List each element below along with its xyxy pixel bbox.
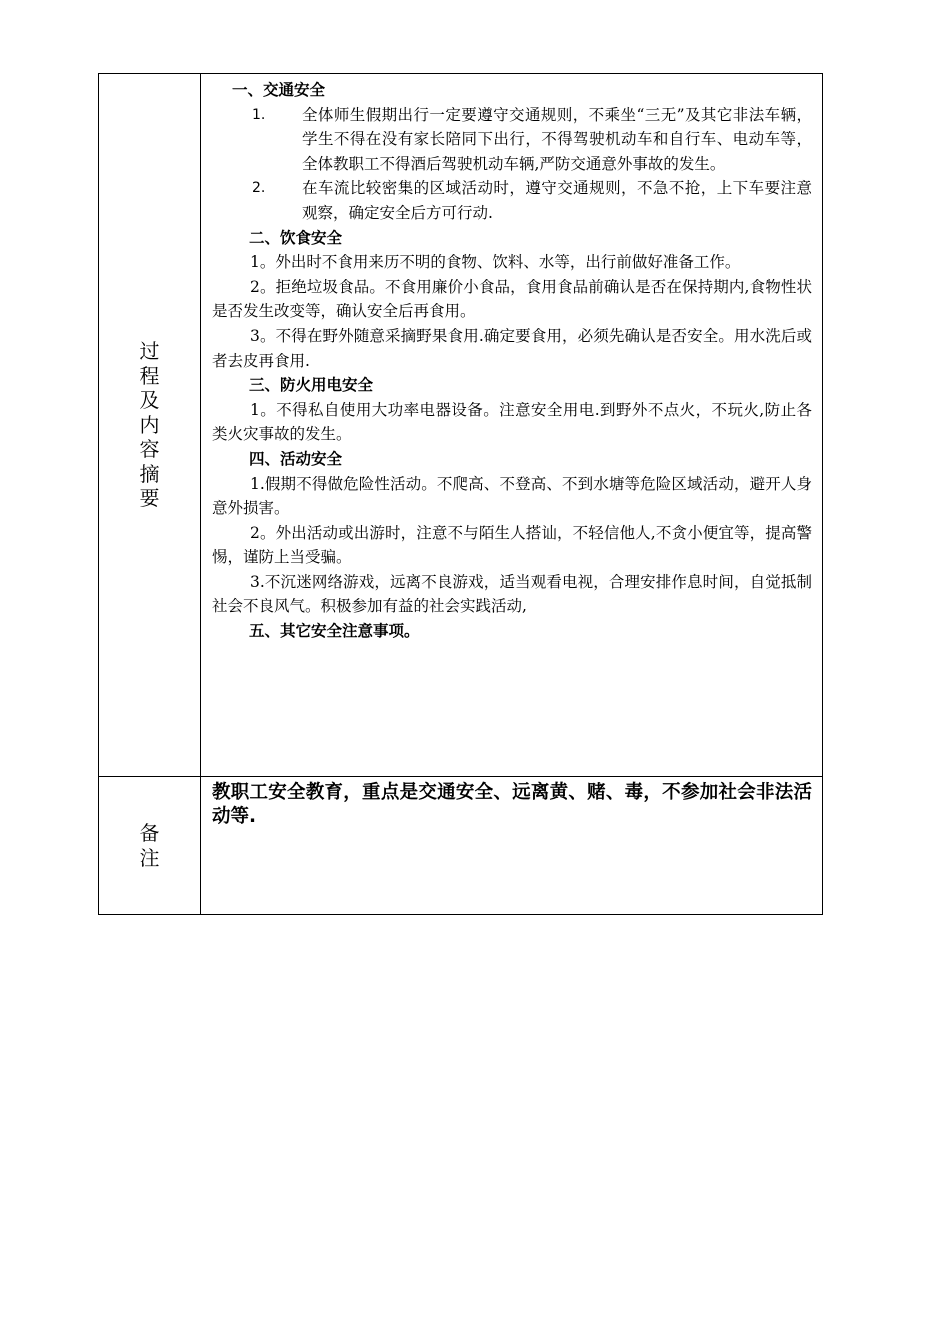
remark-cell (201, 777, 823, 915)
list-item (252, 103, 812, 177)
content-body (201, 74, 822, 644)
process-label: 过程及内容摘要 (139, 339, 160, 511)
item-number: 1. (252, 106, 266, 123)
paragraph: 3。不得在野外随意采摘野果食用.确定要食用，必须先确认是否安全。用水洗后或者去皮再食用. (212, 326, 812, 370)
item-text: 全体师生假期出行一定要遵守交通规则，不乘坐“三无”及其它非法车辆，学生不得在没有家长陪同下出行，不得驾驶机动车和自行车、电动车等，全体教职工不得酒后驾驶机动车辆,严防交通意外事故的发生。 (302, 105, 812, 173)
content-row (99, 74, 823, 777)
paragraph: 1。外出时不食用来历不明的食物、饮料、水等，出行前做好准备工作。 (250, 253, 741, 272)
remark-label: 备注 (139, 821, 160, 870)
paragraph: 1。不得私自使用大功率电器设备。注意安全用电.到野外不点火，不玩火,防止各类火灾事故的发生。 (212, 400, 812, 444)
list-item (252, 176, 812, 225)
item-number: 2. (252, 180, 266, 197)
section-heading-food: 二、饮食安全 (249, 228, 343, 247)
paragraph: 2。外出活动或出游时，注意不与陌生人搭讪，不轻信他人,不贪小便宜等，提高警惕，谨防上当受骗。 (212, 523, 812, 567)
process-label-cell (99, 74, 201, 777)
paragraph: 3.不沉迷网络游戏，远离不良游戏，适当观看电视，合理安排作息时间，自觉抵制社会不良风气。积极参加有益的社会实践活动, (212, 572, 812, 616)
section-heading-activity: 四、活动安全 (249, 449, 343, 468)
item-text: 在车流比较密集的区域活动时，遵守交通规则，不急不抢，上下车要注意观察，确定安全后方可行动. (302, 179, 812, 222)
section-heading-traffic: 一、交通安全 (232, 81, 326, 99)
paragraph: 1.假期不得做危险性活动。不爬高、不登高、不到水塘等危险区域活动，避开人身意外损害。 (212, 474, 812, 518)
section-heading-other: 五、其它安全注意事项。 (249, 622, 420, 641)
remark-row (99, 777, 823, 915)
remark-label-cell (99, 777, 201, 915)
paragraph: 2。拒绝垃圾食品。不食用廉价小食品，食用食品前确认是否在保持期内,食物性状是否发生改变等，确认安全后再食用。 (212, 277, 812, 321)
remark-text: 教职工安全教育，重点是交通安全、远离黄、赌、毒，不参加社会非法活动等. (212, 782, 812, 827)
section-heading-fire: 三、防火用电安全 (249, 376, 374, 395)
record-table (98, 73, 823, 915)
content-cell (201, 74, 823, 777)
